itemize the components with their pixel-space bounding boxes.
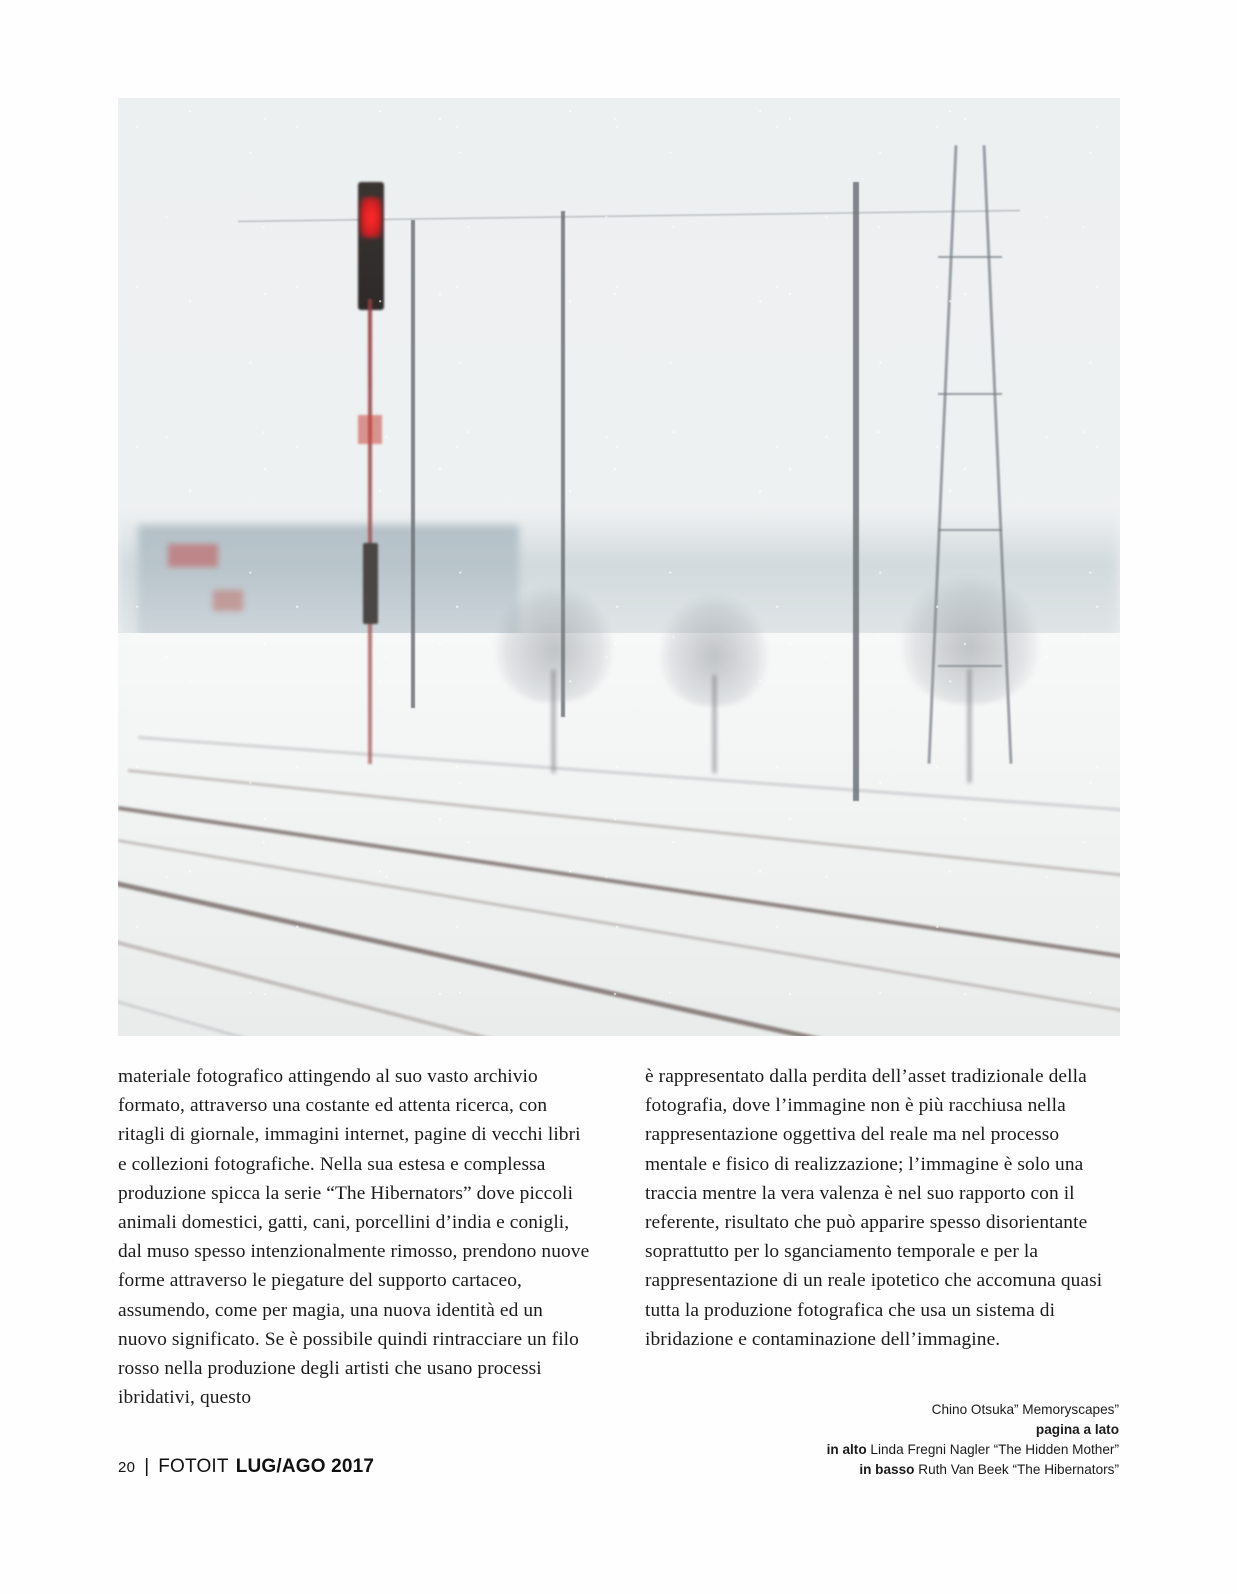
credit-label-pagina-a-lato: pagina a lato <box>1035 1422 1119 1437</box>
credit-line-2 <box>559 1420 1119 1440</box>
credit-text-in-alto: Linda Fregni Nagler “The Hidden Mother” <box>866 1442 1119 1457</box>
credit-text-in-basso: Ruth Van Beek “The Hibernators” <box>914 1462 1119 1477</box>
falling-snow-overlay <box>118 98 1120 1036</box>
column-right <box>645 1062 1120 1412</box>
credit-line-4 <box>559 1460 1119 1480</box>
page-number: 20 <box>118 1459 136 1476</box>
magazine-brand: FOTOIT <box>158 1456 229 1477</box>
credit-line-3 <box>559 1440 1119 1460</box>
footer-separator: | <box>144 1456 150 1477</box>
credit-label-in-basso: in basso <box>859 1462 915 1477</box>
column-left <box>118 1062 593 1412</box>
snowy-railway-photograph <box>118 98 1120 1036</box>
photo-frame <box>118 98 1120 1036</box>
body-text-right: è rappresentato dalla perdita dell’asset tradizionale della fotografia, dove l’immagine non è più racchiusa nella rappresentazione oggettiva del reale ma nel processo mentale e fisico di realizzazione; l’immagine è solo una traccia mentre la vera valenza è nel suo rapporto con il referente, risultato che può apparire spesso disorientante soprattutto per lo sganciamento temporale e per la rappresentazione di un reale ipotetico che accomuna quasi tutta la produzione fotografica che usa un sistema di ibridazione e contaminazione dell’immagine. <box>645 1066 1103 1350</box>
credit-line-1: Chino Otsuka” Memoryscapes” <box>931 1402 1119 1417</box>
body-text-left: materiale fotografico attingendo al suo vasto archivio formato, attraverso una costante ed attenta ricerca, con ritagli di giornale, immagini internet, pagine di vecchi libri e collezioni fotografiche. Nella sua estesa e complessa produzione spicca la serie “The Hibernators” dove piccoli animali domestici, gatti, cani, porcellini d’india e conigli, dal muso spesso intenzionalmente rimosso, prendono nuove forme attraverso le piegature del supporto cartaceo, assumendo, come per magia, una nuova identità ed un nuovo significato. Se è possibile quindi rintracciare un filo rosso nella produzione degli artisti che usano processi ibridativi, questo <box>118 1066 590 1409</box>
issue-date: LUG/AGO 2017 <box>235 1456 375 1477</box>
credit-label-in-alto: in alto <box>826 1442 867 1457</box>
article-body <box>118 1062 1120 1412</box>
photo-credits <box>559 1400 1119 1480</box>
page-footer <box>118 1456 374 1478</box>
